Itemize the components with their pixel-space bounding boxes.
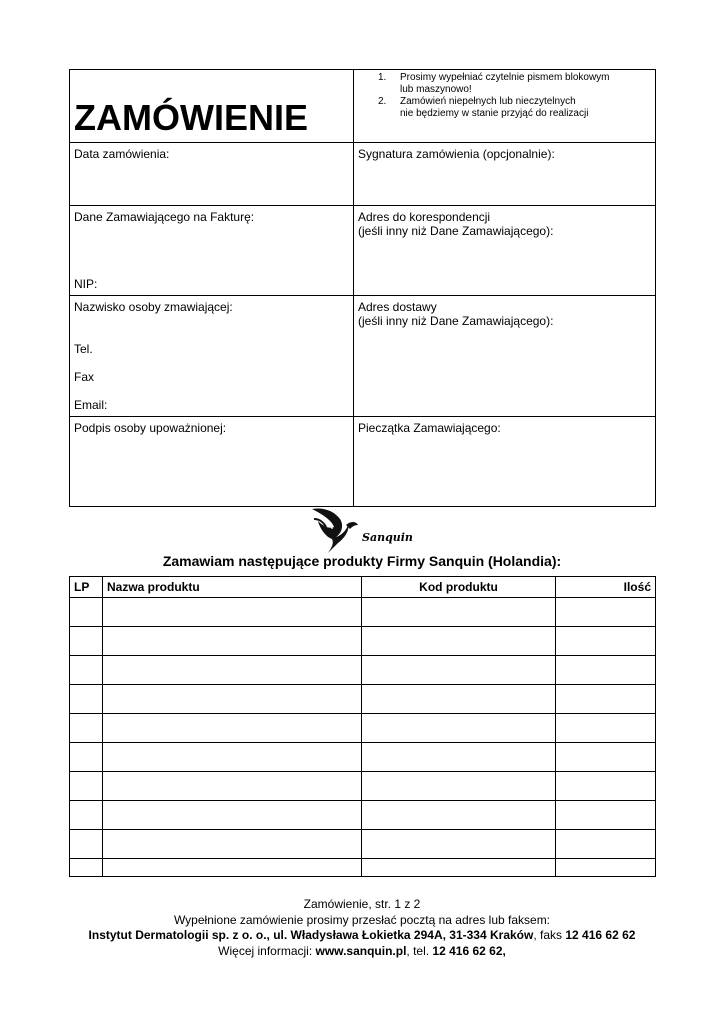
tel-label: Tel.	[74, 342, 93, 356]
instruction-item: 1. Prosimy wypełniać czytelnie pismem blokowym lub maszynowo!	[378, 72, 610, 95]
table-row	[70, 830, 656, 859]
fax-label: Fax	[74, 370, 95, 384]
product-code-cell[interactable]	[362, 656, 556, 685]
nip-label: NIP:	[74, 277, 98, 291]
lp-cell[interactable]	[70, 772, 103, 801]
products-heading: Zamawiam następujące produkty Firmy Sanquin (Holandia):	[162, 553, 562, 569]
product-code-cell[interactable]	[362, 772, 556, 801]
company-address: Instytut Dermatologii sp. z o. o., ul. Władysława Łokietka 294A, 31-334 Kraków	[88, 928, 534, 942]
order-date-field[interactable]	[70, 143, 354, 206]
product-name-cell[interactable]	[103, 685, 362, 714]
instructions-list	[358, 72, 651, 120]
product-code-cell[interactable]	[362, 830, 556, 859]
product-name-cell[interactable]	[103, 859, 362, 877]
correspondence-address-field[interactable]	[354, 206, 656, 296]
table-row	[70, 743, 656, 772]
product-name-cell[interactable]	[103, 714, 362, 743]
order-form	[69, 69, 656, 507]
product-code-cell[interactable]	[362, 685, 556, 714]
product-name-cell[interactable]	[103, 598, 362, 627]
product-code-cell[interactable]	[362, 743, 556, 772]
quantity-cell[interactable]	[556, 685, 656, 714]
page-number: Zamówienie, str. 1 z 2	[303, 897, 421, 911]
quantity-cell[interactable]	[556, 830, 656, 859]
col-product-code: Kod produktu	[362, 577, 556, 598]
invoice-data-field[interactable]	[70, 206, 354, 296]
table-row	[70, 714, 656, 743]
sanquin-logo-text: Sanquin	[362, 531, 413, 544]
fax-label: , faks	[533, 928, 566, 942]
table-row	[70, 627, 656, 656]
lp-cell[interactable]	[70, 830, 103, 859]
footer-instruction: Wypełnione zamówienie prosimy przesłać pocztą na adres lub faksem:	[173, 912, 551, 927]
product-name-cell[interactable]	[103, 627, 362, 656]
table-row	[70, 598, 656, 627]
product-code-cell[interactable]	[362, 801, 556, 830]
tel-label: , tel.	[406, 943, 433, 958]
more-info-line	[0, 944, 724, 960]
invoice-data-label: Dane Zamawiającego na Fakturę:	[74, 210, 255, 224]
product-name-cell[interactable]	[103, 830, 362, 859]
quantity-cell[interactable]	[556, 656, 656, 685]
tel-number: 12 416 62 62,	[432, 943, 506, 958]
product-code-cell[interactable]	[362, 627, 556, 656]
signature-label: Podpis osoby upoważnionej:	[74, 421, 227, 435]
lp-cell[interactable]	[70, 714, 103, 743]
order-signature-field[interactable]	[354, 143, 656, 206]
fax-number: 12 416 62 62	[565, 928, 636, 942]
table-row	[70, 656, 656, 685]
quantity-cell[interactable]	[556, 598, 656, 627]
email-label: Email:	[74, 398, 108, 412]
lp-cell[interactable]	[70, 743, 103, 772]
quantity-cell[interactable]	[556, 859, 656, 877]
table-row	[70, 859, 656, 877]
contact-person-field[interactable]	[70, 296, 354, 417]
page-title: ZAMÓWIENIE	[74, 97, 308, 138]
sanquin-logo	[306, 503, 418, 555]
correspondence-address-note: (jeśli inny niż Dane Zamawiającego):	[358, 224, 554, 238]
table-row	[70, 772, 656, 801]
title-cell	[70, 70, 354, 143]
company-address-line	[0, 928, 724, 944]
delivery-address-note: (jeśli inny niż Dane Zamawiającego):	[358, 314, 554, 328]
notes-cell	[354, 70, 656, 143]
quantity-cell[interactable]	[556, 743, 656, 772]
heron-bird-icon	[306, 503, 418, 555]
lp-cell[interactable]	[70, 801, 103, 830]
col-product-name: Nazwa produktu	[103, 577, 362, 598]
signature-field[interactable]	[70, 417, 354, 507]
quantity-cell[interactable]	[556, 772, 656, 801]
product-code-cell[interactable]	[362, 598, 556, 627]
product-name-cell[interactable]	[103, 656, 362, 685]
lp-cell[interactable]	[70, 859, 103, 877]
quantity-cell[interactable]	[556, 714, 656, 743]
lp-cell[interactable]	[70, 656, 103, 685]
contact-name-label: Nazwisko osoby zmawiającej:	[74, 300, 233, 314]
lp-cell[interactable]	[70, 627, 103, 656]
quantity-cell[interactable]	[556, 801, 656, 830]
correspondence-address-label: Adres do korespondencji	[358, 210, 491, 224]
product-code-cell[interactable]	[362, 859, 556, 877]
more-info-label: Więcej informacji:	[218, 943, 316, 958]
website-link[interactable]: www.sanquin.pl	[315, 943, 407, 958]
quantity-cell[interactable]	[556, 627, 656, 656]
table-row	[70, 801, 656, 830]
stamp-label: Pieczątka Zamawiającego:	[358, 421, 501, 435]
instruction-item: 2. Zamówień niepełnych lub nieczytelnych nie będziemy w stanie przyjąć do realizacji	[378, 96, 589, 119]
delivery-address-label: Adres dostawy	[358, 300, 437, 314]
delivery-address-field[interactable]	[354, 296, 656, 417]
col-lp: LP	[70, 577, 103, 598]
order-signature-label: Sygnatura zamówienia (opcjonalnie):	[358, 147, 555, 161]
col-quantity: Ilość	[556, 577, 656, 598]
stamp-field[interactable]	[354, 417, 656, 507]
table-header-row	[70, 577, 656, 598]
product-name-cell[interactable]	[103, 743, 362, 772]
lp-cell[interactable]	[70, 685, 103, 714]
product-code-cell[interactable]	[362, 714, 556, 743]
product-name-cell[interactable]	[103, 801, 362, 830]
lp-cell[interactable]	[70, 598, 103, 627]
footer	[0, 897, 724, 959]
product-name-cell[interactable]	[103, 772, 362, 801]
table-row	[70, 685, 656, 714]
products-table	[69, 576, 656, 877]
order-date-label: Data zamówienia:	[74, 147, 170, 161]
